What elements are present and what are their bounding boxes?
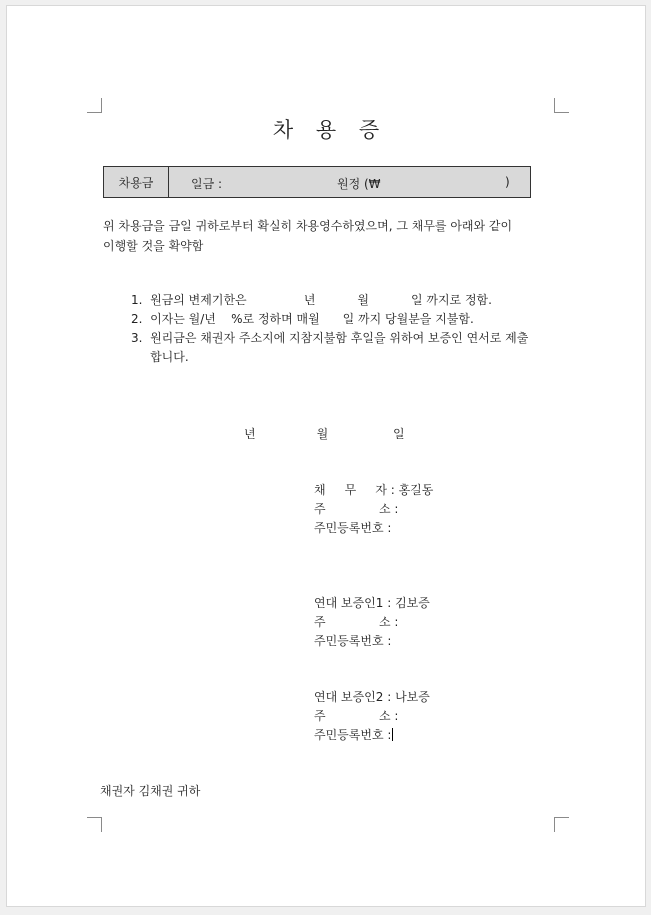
terms-list bbox=[131, 291, 528, 367]
loan-amount-label: 차용금 bbox=[104, 167, 169, 197]
amount-currency: 원정 (₩ bbox=[337, 177, 381, 191]
debtor-id-number: 주민등록번호 : bbox=[314, 521, 392, 535]
date-line: 년 월 일 bbox=[244, 427, 405, 441]
crop-mark-bottom-left bbox=[87, 817, 102, 832]
crop-mark-top-right bbox=[554, 98, 569, 113]
document-title: 차 용 증 bbox=[272, 118, 382, 142]
debtor-address: 주 소 : bbox=[314, 502, 399, 516]
guarantor2-id-number-row[interactable] bbox=[314, 725, 393, 745]
crop-mark-bottom-right bbox=[554, 817, 569, 832]
debtor-name: 채 무 자 : 홍길동 bbox=[314, 483, 434, 497]
guarantor1-address: 주 소 : bbox=[314, 615, 399, 629]
guarantor2-address: 주 소 : bbox=[314, 709, 399, 723]
loan-amount-table bbox=[103, 166, 531, 198]
term-item: 2. 이자는 월/년 %로 정하며 매월 일 까지 당월분을 지불함. bbox=[131, 312, 474, 326]
amount-close: ) bbox=[505, 175, 510, 189]
text-cursor bbox=[392, 728, 393, 741]
guarantor2-id-number: 주민등록번호 : bbox=[314, 728, 392, 742]
term-item: 합니다. bbox=[131, 350, 189, 364]
guarantor2-name: 연대 보증인2 : 나보증 bbox=[314, 690, 430, 704]
intro-line-2: 이행할 것을 확약함 bbox=[103, 239, 204, 253]
amount-prefix: 일금 : bbox=[191, 177, 223, 191]
guarantor1-name: 연대 보증인1 : 김보증 bbox=[314, 596, 430, 610]
guarantor1-id-number: 주민등록번호 : bbox=[314, 634, 392, 648]
document-page[interactable] bbox=[6, 5, 646, 907]
crop-mark-top-left bbox=[87, 98, 102, 113]
addressee-line: 채권자 김채권 귀하 bbox=[100, 784, 201, 798]
term-item: 1. 원금의 변제기한은 년 월 일 까지로 정함. bbox=[131, 293, 492, 307]
loan-amount-cell[interactable] bbox=[169, 167, 530, 197]
intro-line-1: 위 차용금을 금일 귀하로부터 확실히 차용영수하였으며, 그 채무를 아래와 같이 bbox=[103, 219, 513, 233]
term-item: 3. 원리금은 채권자 주소지에 지참지불함 후일을 위하여 보증인 연서로 제출 bbox=[131, 331, 529, 345]
